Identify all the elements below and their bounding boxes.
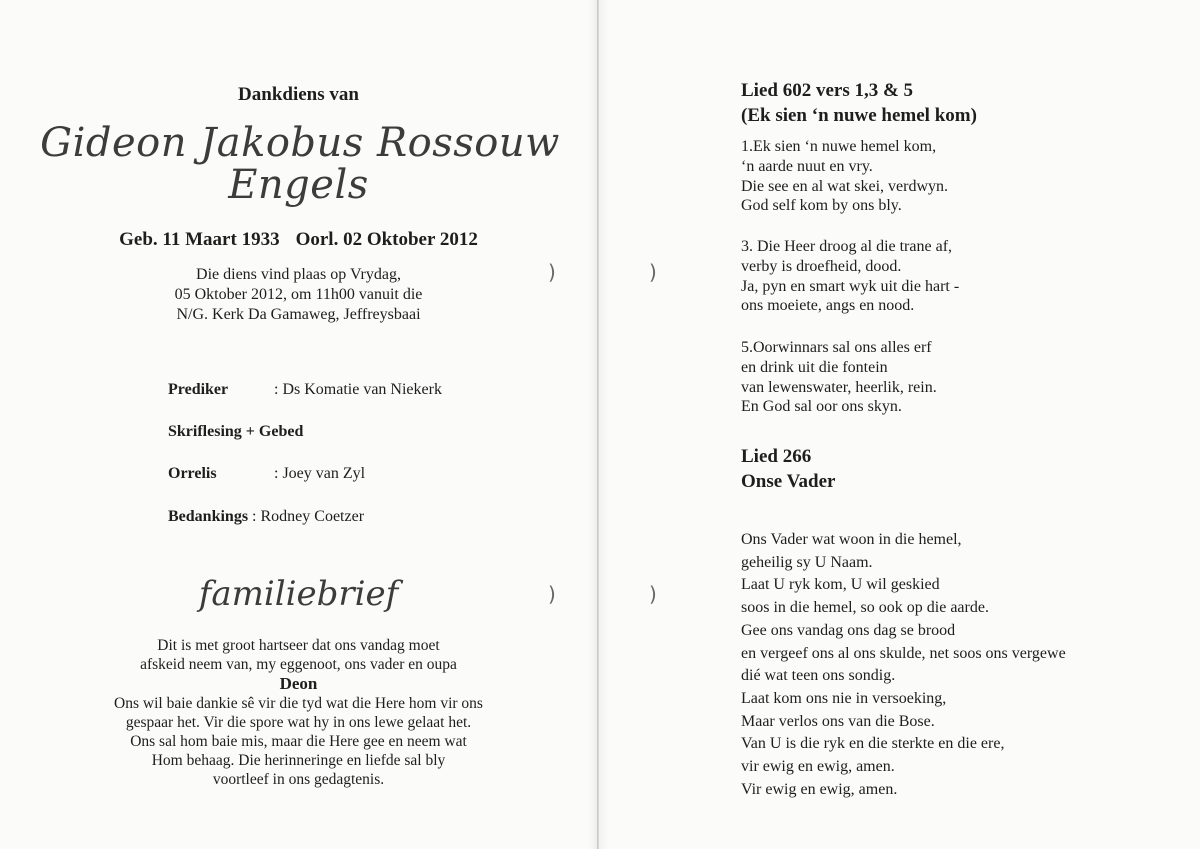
program-row-skriflesing	[168, 423, 303, 441]
service-line: 05 Oktober 2012, om 11h00 vanuit die	[174, 286, 423, 303]
verse-line: Ja, pyn en smart wyk uit die hart -	[741, 277, 960, 295]
binding-mark: )	[548, 260, 556, 284]
hymn-602-title	[741, 78, 977, 128]
verse-line: en drink uit die fontein	[741, 358, 888, 376]
prayer-line: geheilig sy U Naam.	[741, 553, 873, 571]
prayer-line: soos in die hemel, so ook op die aarde.	[741, 599, 989, 617]
prayer-line: Laat kom ons nie in versoeking,	[741, 689, 947, 707]
prayer-line: dié wat teen ons sondig.	[741, 667, 896, 685]
verse-line: En God sal oor ons skyn.	[741, 398, 902, 416]
binding-mark: )	[548, 582, 556, 606]
program-label: Bedankings	[168, 508, 249, 525]
prayer-line: vir ewig en ewig, amen.	[741, 758, 895, 776]
service-line: N/G. Kerk Da Gamaweg, Jeffreysbaai	[176, 306, 421, 323]
prayer-line: Maar verlos ons van die Bose.	[741, 712, 935, 730]
prayer-line: Laat U ryk kom, U wil geskied	[741, 576, 940, 594]
hymn-verse-3	[741, 237, 959, 316]
letter-line: Hom behaag. Die herinneringe en liefde sal bly	[151, 752, 446, 769]
program-label: Orrelis	[168, 465, 217, 482]
letter-name: Deon	[279, 674, 318, 693]
verse-line: 5.Oorwinnars sal ons alles erf	[741, 339, 932, 356]
right-page	[598, 0, 1200, 849]
verse-line: 3. Die Heer droog al die trane af,	[741, 238, 953, 255]
program-row-orrelis	[168, 465, 365, 483]
hymn-name: (Ek sien ‘n nuwe hemel kom)	[741, 105, 977, 126]
verse-line: ‘n aarde nuut en vry.	[741, 157, 873, 175]
letter-line: afskeid neem van, my eggenoot, ons vader en oupa	[140, 656, 457, 673]
hymn-verse-5	[741, 338, 937, 417]
letter-line: gespaar het. Vir die spore wat hy in ons lewe gelaat het.	[125, 714, 472, 731]
letter-line: Dit is met groot hartseer dat ons vandag moet	[157, 637, 440, 654]
program-label: Prediker	[168, 381, 229, 398]
prayer-line: Vir ewig en ewig, amen.	[741, 780, 898, 798]
program-row-bedankings	[168, 508, 364, 526]
verse-line: 1.Ek sien ‘n nuwe hemel kom,	[741, 138, 937, 155]
hymn-number: Lied 266	[741, 446, 812, 467]
letter-line: voortleef in ons gedagtenis.	[212, 771, 385, 788]
verse-line: verby is droefheid, dood.	[741, 257, 902, 275]
letter-line: Ons wil baie dankie sê vir die tyd wat die Here hom vir ons	[114, 695, 483, 712]
hymn-name: Onse Vader	[741, 471, 836, 492]
prayer-line: Gee ons vandag ons dag se brood	[741, 621, 956, 639]
binding-mark: )	[649, 582, 657, 606]
prayer-line: en vergeef ons al ons skulde, net soos ons vergewe	[741, 644, 1066, 662]
verse-line: God self kom by ons bly.	[741, 197, 902, 215]
program-value: : Ds Komatie van Niekerk	[274, 381, 442, 398]
letter-line: Ons sal hom baie mis, maar die Here gee en neem wat	[130, 733, 467, 750]
deceased-name-line2: Engels	[228, 162, 369, 208]
hymn-verse-1	[741, 137, 948, 216]
program-row-prediker	[168, 381, 442, 399]
prayer-line: Van U is die ryk en die sterkte en die ere,	[741, 735, 1005, 753]
left-page	[0, 0, 598, 849]
family-letter-heading: familiebrief	[198, 574, 399, 614]
program-value: : Rodney Coetzer	[252, 508, 365, 525]
life-dates	[0, 229, 597, 251]
program-value: : Joey van Zyl	[274, 465, 366, 482]
service-heading: Dankdiens van	[238, 84, 359, 105]
prayer-line: Ons Vader wat woon in die hemel,	[741, 531, 962, 548]
birth-date: Geb. 11 Maart 1933	[119, 229, 280, 250]
hymn-number: Lied 602 vers 1,3 & 5	[741, 80, 914, 101]
program-label: Skriflesing + Gebed	[168, 423, 304, 440]
service-line: Die diens vind plaas op Vrydag,	[196, 266, 401, 283]
binding-mark: )	[649, 260, 657, 284]
lords-prayer	[741, 529, 1066, 801]
service-details	[0, 265, 597, 325]
family-letter	[0, 636, 597, 789]
verse-line: ons moeiete, angs en nood.	[741, 297, 915, 315]
verse-line: Die see en al wat skei, verdwyn.	[741, 177, 949, 195]
deceased-name-line1: Gideon Jakobus Rossouw	[40, 120, 560, 166]
hymn-266-title	[741, 444, 836, 494]
verse-line: van lewenswater, heerlik, rein.	[741, 378, 937, 396]
death-date: Oorl. 02 Oktober 2012	[295, 229, 478, 250]
